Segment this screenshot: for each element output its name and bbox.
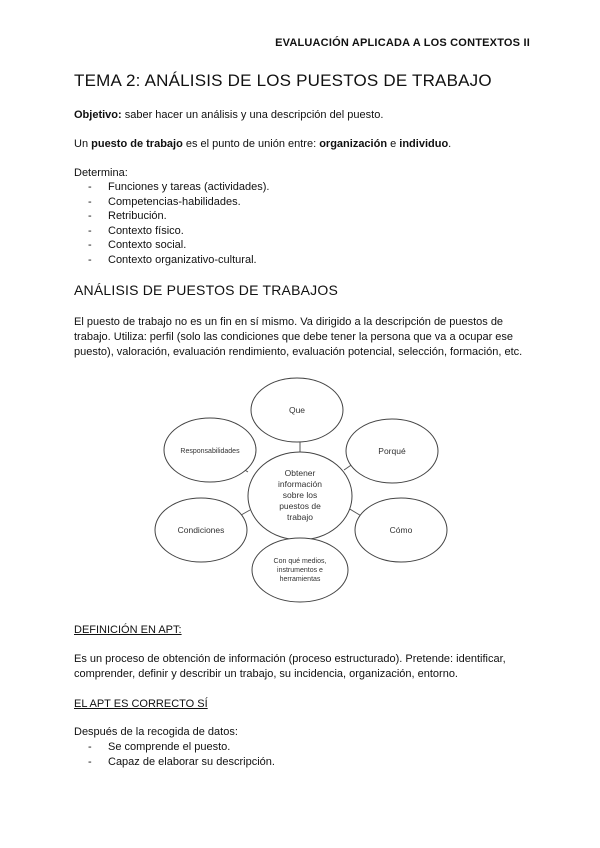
node-porque-label: Porqué — [378, 446, 406, 456]
definition-text-4: . — [448, 138, 452, 150]
node-medios-text-3: herramientas — [279, 576, 321, 583]
node-medios-text-2: instrumentos e — [277, 567, 323, 574]
node-condiciones-label: Condiciones — [177, 525, 225, 535]
objective-label: Objetivo: — [74, 109, 122, 121]
center-text-1: Obtener — [284, 468, 316, 478]
list-item-text: Retribución. — [108, 210, 167, 223]
definition-bold-3: individuo — [399, 138, 449, 150]
list-item: - Se comprende el puesto. — [88, 741, 231, 753]
center-text-3: sobre los — [282, 490, 318, 500]
definition-bold-1: puesto de trabajo — [91, 138, 183, 150]
definition-text-3: e — [387, 138, 400, 150]
definition-text-1: Un — [74, 138, 92, 150]
center-text-5: trabajo — [287, 512, 313, 522]
list-item: - Contexto organizativo-cultural. — [88, 253, 257, 266]
list-item-text: Contexto físico. — [108, 224, 184, 237]
node-responsabilidades-label: Responsabilidades — [180, 448, 240, 455]
list-item: - Retribución. — [88, 210, 167, 223]
node-como-label: Cómo — [389, 525, 413, 535]
page-title: TEMA 2: ANÁLISIS DE LOS PUESTOS DE TRABAJO — [74, 71, 492, 90]
definicion-line-2: comprender, definir y describir un trabajo, su incidencia, organización, entorno. — [74, 668, 458, 680]
node-medios-text-1: Con qué medios, — [273, 558, 327, 565]
center-text-2: información — [278, 479, 322, 489]
definition-text-2: es el punto de unión entre: — [182, 138, 320, 150]
correcto-list — [88, 740, 275, 769]
section-line-2: trabajo. Utiliza: perfil (solo las condiciones que debe tener la persona que va a ocupar ese — [74, 331, 514, 343]
section-heading: ANÁLISIS DE PUESTOS DE TRABAJOS — [74, 282, 338, 298]
list-item: - Funciones y tareas (actividades). — [88, 181, 270, 193]
list-item: - Contexto físico. — [88, 224, 184, 237]
course-header: EVALUACIÓN APLICADA A LOS CONTEXTOS II — [275, 37, 530, 49]
objective-text: saber hacer un análisis y una descripción del puesto. — [121, 109, 384, 121]
definicion-line-1: Es un proceso de obtención de información (proceso estructurado). Pretende: identificar, — [74, 653, 506, 665]
list-item: - Competencias-habilidades. — [88, 195, 241, 208]
list-item-text: Contexto organizativo-cultural. — [108, 253, 257, 266]
section-line-3: puesto), valoración, evaluación rendimiento, evaluación potencial, selección, formación, etc. — [74, 346, 523, 358]
list-item-text: Funciones y tareas (actividades). — [108, 181, 270, 193]
list-item-text: Se comprende el puesto. — [108, 741, 231, 753]
definicion-heading: DEFINICIÓN EN APT: — [74, 624, 182, 636]
correcto-intro: Después de la recogida de datos: — [74, 726, 238, 738]
list-item: - Capaz de elaborar su descripción. — [88, 755, 275, 768]
correcto-heading: EL APT ES CORRECTO SÍ — [74, 698, 208, 710]
list-item-text: Competencias-habilidades. — [108, 195, 241, 208]
list-item-text: Contexto social. — [108, 239, 187, 252]
definition-bold-2: organización — [319, 138, 388, 150]
center-text-4: puestos de — [279, 501, 321, 511]
list-item: - Contexto social. — [88, 239, 187, 252]
node-que-label: Que — [288, 405, 306, 415]
section-line-1: El puesto de trabajo no es un fin en sí mismo. Va dirigido a la descripción de puestos de — [74, 316, 504, 328]
determina-label: Determina: — [74, 167, 128, 179]
list-item-text: Capaz de elaborar su descripción. — [108, 755, 275, 768]
